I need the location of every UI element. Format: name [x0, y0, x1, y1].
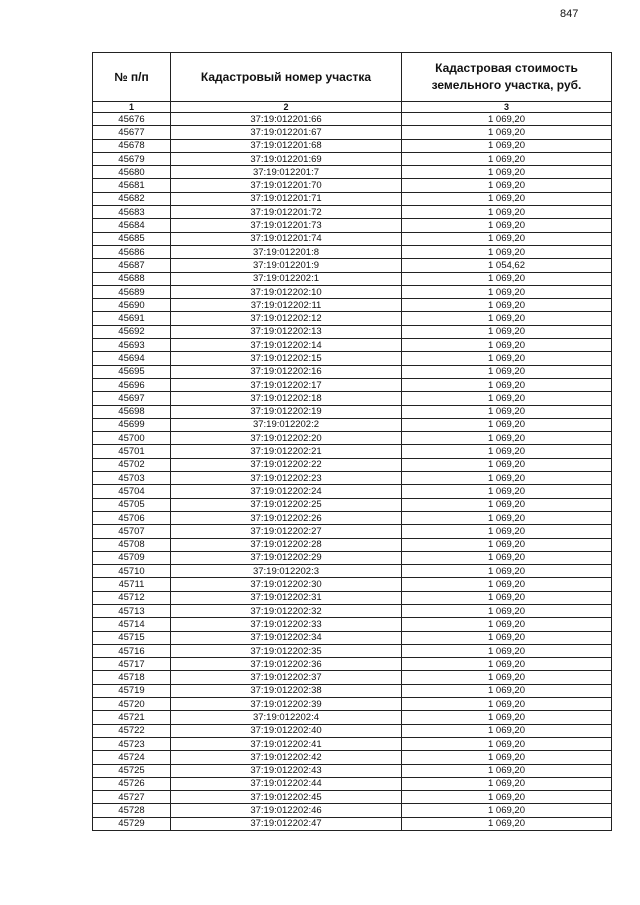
table-row — [93, 737, 612, 750]
row-index: 45729 — [93, 817, 171, 830]
row-cadastral-value: 1 069,20 — [402, 458, 612, 471]
table-row — [93, 352, 612, 365]
row-index: 45695 — [93, 365, 171, 378]
row-cadastral-number: 37:19:012202:45 — [171, 791, 402, 804]
row-cadastral-value: 1 069,20 — [402, 618, 612, 631]
row-cadastral-value: 1 069,20 — [402, 219, 612, 232]
table-row — [93, 378, 612, 391]
row-cadastral-value: 1 069,20 — [402, 671, 612, 684]
row-cadastral-value: 1 069,20 — [402, 737, 612, 750]
row-index: 45726 — [93, 777, 171, 790]
row-index: 45692 — [93, 325, 171, 338]
row-cadastral-value: 1 069,20 — [402, 192, 612, 205]
row-cadastral-value: 1 069,20 — [402, 711, 612, 724]
table-row — [93, 751, 612, 764]
table-row — [93, 485, 612, 498]
table-row — [93, 711, 612, 724]
table-row — [93, 604, 612, 617]
row-cadastral-number: 37:19:012202:2 — [171, 418, 402, 431]
row-cadastral-value: 1 069,20 — [402, 698, 612, 711]
row-index: 45691 — [93, 312, 171, 325]
row-cadastral-number: 37:19:012202:4 — [171, 711, 402, 724]
table-row — [93, 618, 612, 631]
row-cadastral-number: 37:19:012201:7 — [171, 166, 402, 179]
row-cadastral-number: 37:19:012202:38 — [171, 684, 402, 697]
table-row — [93, 578, 612, 591]
row-cadastral-number: 37:19:012202:3 — [171, 565, 402, 578]
row-cadastral-number: 37:19:012202:40 — [171, 724, 402, 737]
page-number: 847 — [560, 8, 579, 20]
row-cadastral-value: 1 069,20 — [402, 817, 612, 830]
row-index: 45699 — [93, 418, 171, 431]
row-cadastral-value: 1 069,20 — [402, 631, 612, 644]
row-cadastral-number: 37:19:012201:67 — [171, 126, 402, 139]
row-index: 45694 — [93, 352, 171, 365]
row-cadastral-number: 37:19:012202:20 — [171, 432, 402, 445]
row-index: 45678 — [93, 139, 171, 152]
row-cadastral-number: 37:19:012202:32 — [171, 604, 402, 617]
table-row — [93, 299, 612, 312]
row-index: 45728 — [93, 804, 171, 817]
row-index: 45683 — [93, 206, 171, 219]
table-row — [93, 245, 612, 258]
row-cadastral-value: 1 069,20 — [402, 325, 612, 338]
table-row — [93, 804, 612, 817]
row-index: 45685 — [93, 232, 171, 245]
row-cadastral-value: 1 054,62 — [402, 259, 612, 272]
row-cadastral-value: 1 069,20 — [402, 405, 612, 418]
row-cadastral-number: 37:19:012202:41 — [171, 737, 402, 750]
row-cadastral-number: 37:19:012201:8 — [171, 245, 402, 258]
row-cadastral-number: 37:19:012202:17 — [171, 378, 402, 391]
row-index: 45713 — [93, 604, 171, 617]
table-row — [93, 764, 612, 777]
row-cadastral-number: 37:19:012202:42 — [171, 751, 402, 764]
row-index: 45687 — [93, 259, 171, 272]
row-cadastral-value: 1 069,20 — [402, 352, 612, 365]
row-cadastral-value: 1 069,20 — [402, 206, 612, 219]
row-cadastral-value: 1 069,20 — [402, 232, 612, 245]
table-row — [93, 272, 612, 285]
row-cadastral-number: 37:19:012201:9 — [171, 259, 402, 272]
table-row — [93, 113, 612, 126]
row-index: 45688 — [93, 272, 171, 285]
row-cadastral-value: 1 069,20 — [402, 511, 612, 524]
column-number-row — [93, 102, 612, 113]
row-index: 45708 — [93, 538, 171, 551]
row-index: 45700 — [93, 432, 171, 445]
row-cadastral-number: 37:19:012202:23 — [171, 472, 402, 485]
column-number: 3 — [402, 102, 612, 113]
row-index: 45677 — [93, 126, 171, 139]
table-row — [93, 139, 612, 152]
table-row — [93, 671, 612, 684]
row-cadastral-value: 1 069,20 — [402, 179, 612, 192]
row-cadastral-value: 1 069,20 — [402, 724, 612, 737]
row-index: 45681 — [93, 179, 171, 192]
row-index: 45690 — [93, 299, 171, 312]
row-cadastral-number: 37:19:012201:70 — [171, 179, 402, 192]
row-cadastral-number: 37:19:012201:68 — [171, 139, 402, 152]
row-index: 45710 — [93, 565, 171, 578]
table-row — [93, 658, 612, 671]
row-index: 45723 — [93, 737, 171, 750]
row-index: 45717 — [93, 658, 171, 671]
row-cadastral-number: 37:19:012202:31 — [171, 591, 402, 604]
table-row — [93, 405, 612, 418]
row-cadastral-value: 1 069,20 — [402, 285, 612, 298]
row-index: 45682 — [93, 192, 171, 205]
header-index: № п/п — [93, 53, 171, 102]
table-row — [93, 472, 612, 485]
row-cadastral-value: 1 069,20 — [402, 764, 612, 777]
row-cadastral-number: 37:19:012202:29 — [171, 551, 402, 564]
row-cadastral-value: 1 069,20 — [402, 272, 612, 285]
row-index: 45711 — [93, 578, 171, 591]
row-cadastral-number: 37:19:012201:72 — [171, 206, 402, 219]
table-row — [93, 458, 612, 471]
row-cadastral-number: 37:19:012202:15 — [171, 352, 402, 365]
row-cadastral-value: 1 069,20 — [402, 777, 612, 790]
row-cadastral-value: 1 069,20 — [402, 152, 612, 165]
row-cadastral-number: 37:19:012202:30 — [171, 578, 402, 591]
row-index: 45727 — [93, 791, 171, 804]
row-cadastral-value: 1 069,20 — [402, 166, 612, 179]
row-index: 45716 — [93, 644, 171, 657]
row-index: 45684 — [93, 219, 171, 232]
row-cadastral-number: 37:19:012202:43 — [171, 764, 402, 777]
table-row — [93, 219, 612, 232]
row-cadastral-number: 37:19:012202:47 — [171, 817, 402, 830]
row-cadastral-value: 1 069,20 — [402, 644, 612, 657]
table-row — [93, 724, 612, 737]
row-index: 45704 — [93, 485, 171, 498]
row-cadastral-value: 1 069,20 — [402, 525, 612, 538]
row-cadastral-value: 1 069,20 — [402, 126, 612, 139]
table-row — [93, 445, 612, 458]
row-index: 45697 — [93, 392, 171, 405]
row-index: 45696 — [93, 378, 171, 391]
row-cadastral-number: 37:19:012202:12 — [171, 312, 402, 325]
table-row — [93, 192, 612, 205]
table-row — [93, 232, 612, 245]
row-cadastral-number: 37:19:012202:35 — [171, 644, 402, 657]
row-index: 45709 — [93, 551, 171, 564]
row-cadastral-number: 37:19:012201:71 — [171, 192, 402, 205]
table-row — [93, 206, 612, 219]
row-index: 45679 — [93, 152, 171, 165]
row-cadastral-value: 1 069,20 — [402, 113, 612, 126]
row-index: 45714 — [93, 618, 171, 631]
row-cadastral-value: 1 069,20 — [402, 684, 612, 697]
table-row — [93, 126, 612, 139]
row-index: 45718 — [93, 671, 171, 684]
table-row — [93, 538, 612, 551]
row-cadastral-value: 1 069,20 — [402, 139, 612, 152]
row-cadastral-value: 1 069,20 — [402, 498, 612, 511]
table-row — [93, 684, 612, 697]
row-cadastral-value: 1 069,20 — [402, 365, 612, 378]
table-row — [93, 152, 612, 165]
row-cadastral-number: 37:19:012202:37 — [171, 671, 402, 684]
cadastral-table — [92, 52, 612, 831]
table-row — [93, 339, 612, 352]
row-cadastral-number: 37:19:012202:34 — [171, 631, 402, 644]
row-index: 45715 — [93, 631, 171, 644]
row-cadastral-value: 1 069,20 — [402, 299, 612, 312]
row-cadastral-value: 1 069,20 — [402, 751, 612, 764]
row-cadastral-number: 37:19:012202:19 — [171, 405, 402, 418]
row-cadastral-number: 37:19:012201:74 — [171, 232, 402, 245]
table-row — [93, 166, 612, 179]
row-cadastral-value: 1 069,20 — [402, 245, 612, 258]
row-index: 45720 — [93, 698, 171, 711]
row-cadastral-number: 37:19:012202:24 — [171, 485, 402, 498]
table-row — [93, 312, 612, 325]
row-index: 45724 — [93, 751, 171, 764]
table-row — [93, 498, 612, 511]
row-cadastral-value: 1 069,20 — [402, 791, 612, 804]
row-cadastral-value: 1 069,20 — [402, 578, 612, 591]
table-row — [93, 365, 612, 378]
row-index: 45693 — [93, 339, 171, 352]
row-cadastral-value: 1 069,20 — [402, 604, 612, 617]
row-cadastral-value: 1 069,20 — [402, 551, 612, 564]
row-cadastral-value: 1 069,20 — [402, 591, 612, 604]
row-cadastral-value: 1 069,20 — [402, 804, 612, 817]
row-cadastral-value: 1 069,20 — [402, 538, 612, 551]
header-row — [93, 53, 612, 102]
row-index: 45707 — [93, 525, 171, 538]
row-index: 45719 — [93, 684, 171, 697]
row-cadastral-value: 1 069,20 — [402, 485, 612, 498]
row-index: 45705 — [93, 498, 171, 511]
row-cadastral-number: 37:19:012202:16 — [171, 365, 402, 378]
row-cadastral-value: 1 069,20 — [402, 312, 612, 325]
row-cadastral-number: 37:19:012202:11 — [171, 299, 402, 312]
table-row — [93, 777, 612, 790]
table-row — [93, 698, 612, 711]
row-index: 45703 — [93, 472, 171, 485]
row-index: 45676 — [93, 113, 171, 126]
table-row — [93, 418, 612, 431]
row-index: 45702 — [93, 458, 171, 471]
row-cadastral-value: 1 069,20 — [402, 445, 612, 458]
row-cadastral-number: 37:19:012201:73 — [171, 219, 402, 232]
row-cadastral-number: 37:19:012202:27 — [171, 525, 402, 538]
row-cadastral-number: 37:19:012202:13 — [171, 325, 402, 338]
row-index: 45721 — [93, 711, 171, 724]
row-cadastral-number: 37:19:012202:14 — [171, 339, 402, 352]
row-cadastral-number: 37:19:012202:39 — [171, 698, 402, 711]
row-cadastral-value: 1 069,20 — [402, 565, 612, 578]
row-cadastral-value: 1 069,20 — [402, 392, 612, 405]
row-index: 45689 — [93, 285, 171, 298]
row-cadastral-number: 37:19:012202:33 — [171, 618, 402, 631]
table-row — [93, 817, 612, 830]
row-index: 45701 — [93, 445, 171, 458]
table-row — [93, 551, 612, 564]
table-row — [93, 259, 612, 272]
table-row — [93, 179, 612, 192]
row-cadastral-number: 37:19:012202:18 — [171, 392, 402, 405]
table-row — [93, 591, 612, 604]
row-cadastral-value: 1 069,20 — [402, 432, 612, 445]
row-index: 45706 — [93, 511, 171, 524]
row-cadastral-number: 37:19:012202:10 — [171, 285, 402, 298]
column-number: 2 — [171, 102, 402, 113]
row-cadastral-number: 37:19:012202:25 — [171, 498, 402, 511]
table-row — [93, 511, 612, 524]
table-row — [93, 325, 612, 338]
column-number: 1 — [93, 102, 171, 113]
row-cadastral-number: 37:19:012202:44 — [171, 777, 402, 790]
row-cadastral-number: 37:19:012201:66 — [171, 113, 402, 126]
table-row — [93, 285, 612, 298]
table-row — [93, 392, 612, 405]
table-row — [93, 791, 612, 804]
row-index: 45712 — [93, 591, 171, 604]
row-cadastral-number: 37:19:012202:46 — [171, 804, 402, 817]
row-cadastral-value: 1 069,20 — [402, 418, 612, 431]
row-index: 45698 — [93, 405, 171, 418]
row-cadastral-value: 1 069,20 — [402, 339, 612, 352]
table-row — [93, 565, 612, 578]
header-cadastral-value: Кадастровая стоимость земельного участка, руб. — [402, 53, 612, 102]
table-row — [93, 432, 612, 445]
header-cadastral-number: Кадастровый номер участка — [171, 53, 402, 102]
row-cadastral-number: 37:19:012202:21 — [171, 445, 402, 458]
table-row — [93, 525, 612, 538]
row-index: 45722 — [93, 724, 171, 737]
row-cadastral-number: 37:19:012202:22 — [171, 458, 402, 471]
row-cadastral-value: 1 069,20 — [402, 378, 612, 391]
row-index: 45680 — [93, 166, 171, 179]
table-body — [93, 113, 612, 831]
row-cadastral-value: 1 069,20 — [402, 658, 612, 671]
row-index: 45686 — [93, 245, 171, 258]
row-cadastral-value: 1 069,20 — [402, 472, 612, 485]
row-cadastral-number: 37:19:012202:26 — [171, 511, 402, 524]
row-cadastral-number: 37:19:012202:36 — [171, 658, 402, 671]
row-cadastral-number: 37:19:012201:69 — [171, 152, 402, 165]
row-cadastral-number: 37:19:012202:28 — [171, 538, 402, 551]
table-row — [93, 631, 612, 644]
table-row — [93, 644, 612, 657]
row-cadastral-number: 37:19:012202:1 — [171, 272, 402, 285]
row-index: 45725 — [93, 764, 171, 777]
